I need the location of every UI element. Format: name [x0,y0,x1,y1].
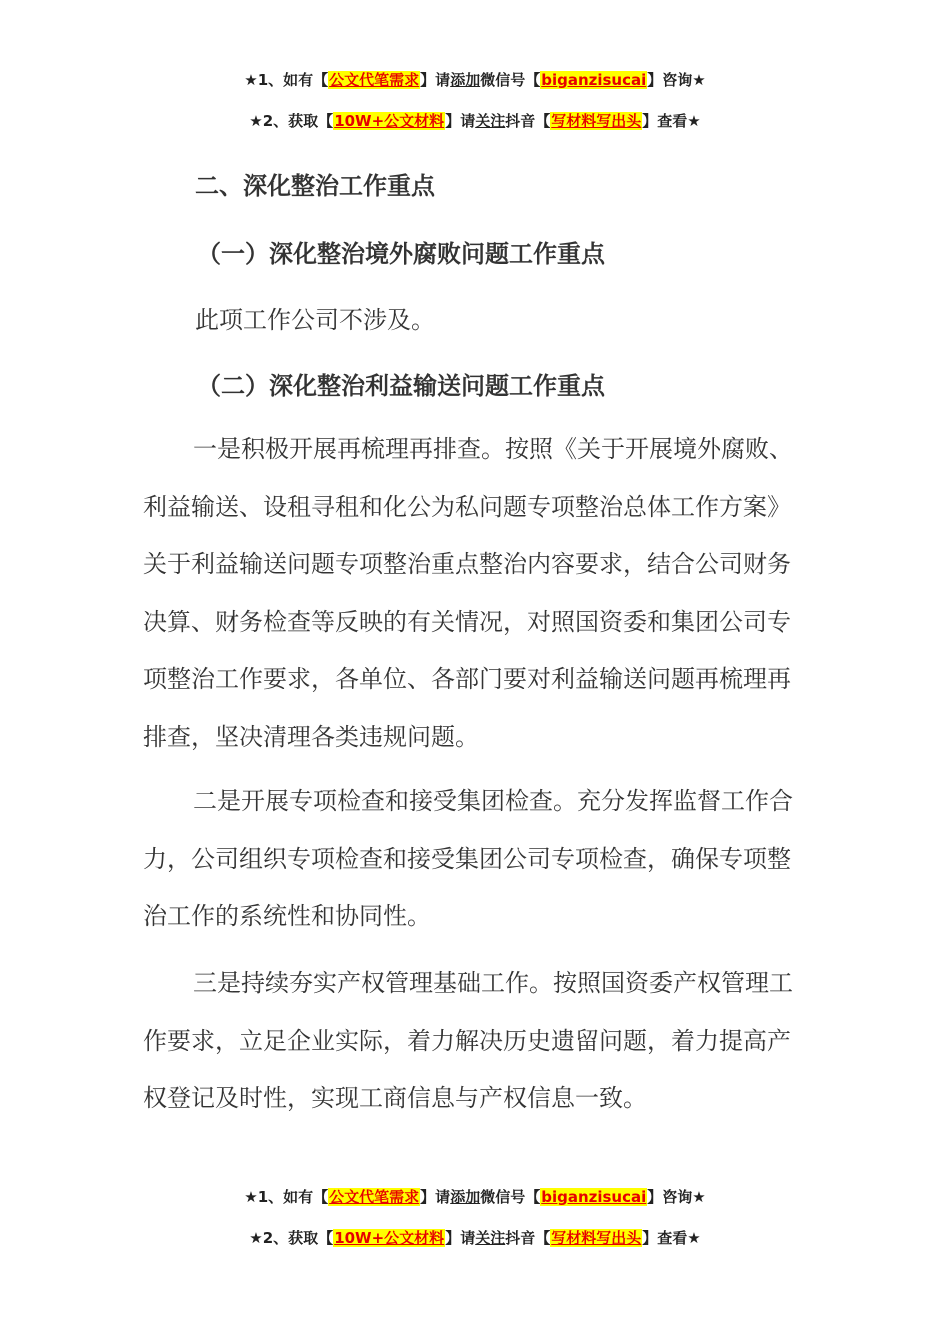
footer-banner-line-2 [0,1228,950,1248]
subsection-title-2: （二）深化整治利益输送问题工作重点 [197,372,605,400]
douyin-account: 写材料写出头 [551,112,642,130]
banner-text: 】咨询★ [647,71,706,89]
banner-text: 】请 [445,1229,476,1247]
banner-link[interactable]: 关注 [475,1229,506,1247]
footer-banner-line-1 [0,1187,950,1207]
banner-text: 微信号【 [480,1188,541,1206]
banner-link[interactable]: 关注 [475,112,506,130]
banner-text: 】咨询★ [647,1188,706,1206]
paragraph-3 [143,955,808,1128]
paragraph-1-text: 一是积极开展再梳理再排查。按照《关于开展境外腐败、利益输送、设租寻租和化公为私问题专项整治总体工作方案》关于利益输送问题专项整治重点整治内容要求，结合公司财务决算、财务检查等反映的有关情况，对照国资委和集团公司专项整治工作要求，各单位、各部门要对利益输送问题再梳理再排查，坚决清理各类违规问题。 [143,435,793,751]
banner-text: ★2、获取【 [249,1229,334,1247]
banner-text: 】请 [445,112,476,130]
paragraph-2 [143,773,808,946]
header-banner-line-2 [0,111,950,131]
subsection-title-1: （一）深化整治境外腐败问题工作重点 [197,240,605,268]
highlight-text: 10W+公文材料 [334,112,445,130]
banner-text: 】请 [420,71,451,89]
banner-text: 】请 [420,1188,451,1206]
paragraph-1 [143,421,808,766]
douyin-account: 写材料写出头 [551,1229,642,1247]
banner-text: ★1、如有【 [244,71,329,89]
highlight-text: 公文代笔需求 [329,1188,420,1206]
highlight-text: 10W+公文材料 [334,1229,445,1247]
banner-text: 】查看★ [642,112,701,130]
header-banner-line-1 [0,70,950,90]
subsection-1-text: 此项工作公司不涉及。 [195,306,435,334]
highlight-text: 公文代笔需求 [329,71,420,89]
banner-link[interactable]: 添加 [450,1188,481,1206]
paragraph-3-text: 三是持续夯实产权管理基础工作。按照国资委产权管理工作要求，立足企业实际，着力解决历史遗留问题，着力提高产权登记及时性，实现工商信息与产权信息一致。 [143,969,793,1112]
section-title: 二、深化整治工作重点 [195,172,435,200]
banner-text: ★1、如有【 [244,1188,329,1206]
banner-text: ★2、获取【 [249,112,334,130]
banner-link[interactable]: 添加 [450,71,481,89]
wechat-id: biganzisucai [541,1188,647,1206]
banner-text: 抖音【 [505,1229,551,1247]
banner-text: 抖音【 [505,112,551,130]
banner-text: 微信号【 [480,71,541,89]
banner-text: 】查看★ [642,1229,701,1247]
paragraph-2-text: 二是开展专项检查和接受集团检查。充分发挥监督工作合力，公司组织专项检查和接受集团公司专项检查，确保专项整治工作的系统性和协同性。 [143,787,793,930]
wechat-id: biganzisucai [541,71,647,89]
